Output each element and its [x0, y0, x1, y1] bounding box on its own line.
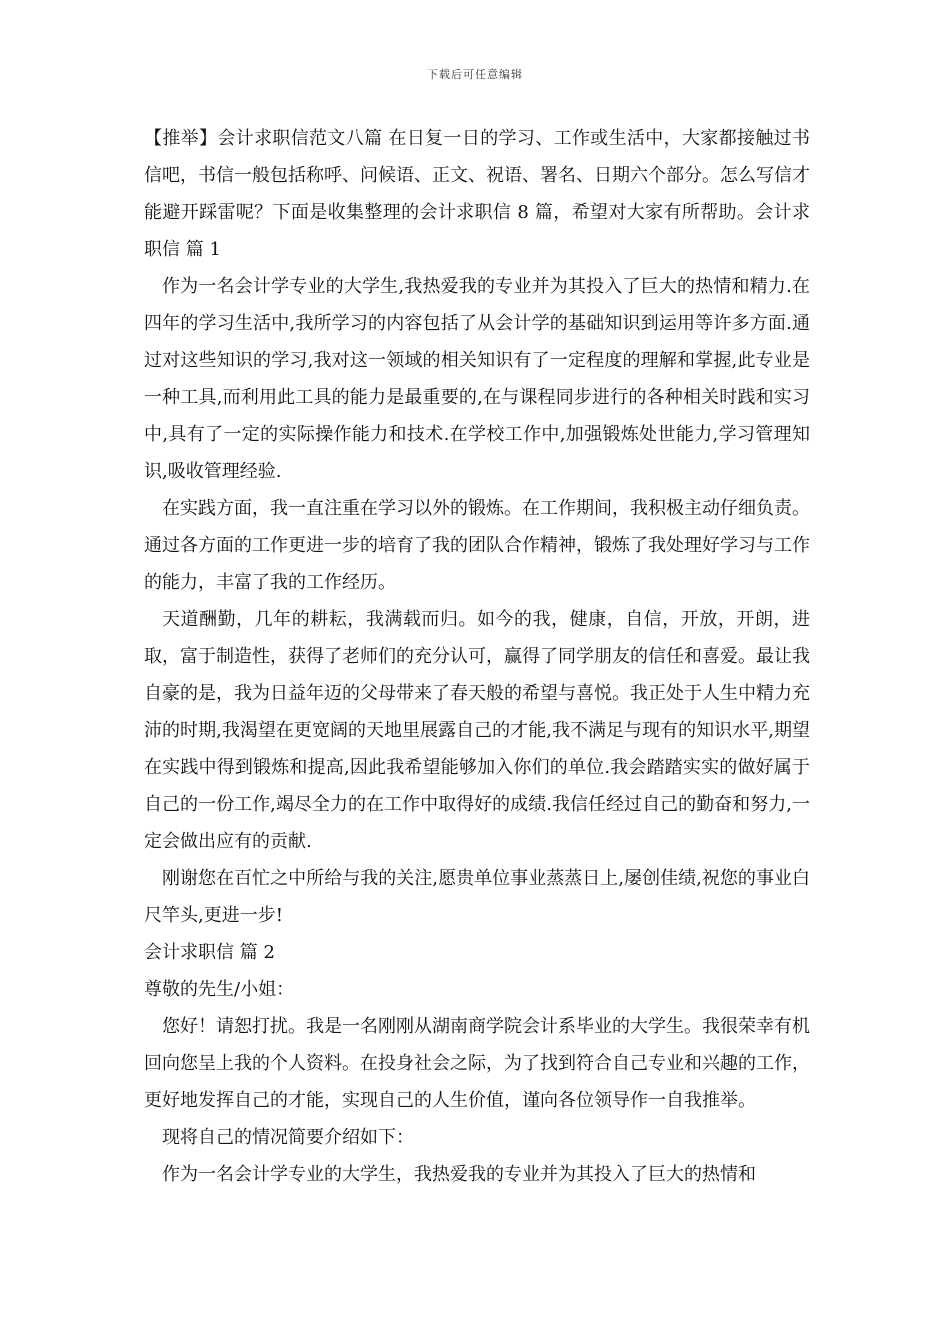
- paragraph-2: 在实践方面，我一直注重在学习以外的锻炼。在工作期间，我积极主动仔细负责。通过各方面的工作更进一步的培育了我的团队合作精神，锻炼了我处理好学习与工作的能力，丰富了我的工作经历。: [144, 498, 810, 593]
- paragraph-7: 作为一名会计学专业的大学生，我热爱我的专业并为其投入了巨大的热情和: [162, 1164, 756, 1185]
- document-body: [144, 120, 810, 1193]
- intro-paragraph: 【推举】会计求职信范文八篇 在日复一日的学习、工作或生活中，大家都接触过书信吧，书信一般包括称呼、问候语、正文、祝语、署名、日期六个部分。怎么写信才能避开踩雷呢？下面是收集整理的会计求职信 8 篇，希望对大家有所帮助。会计求职信 篇 1: [144, 128, 810, 260]
- paragraph-1: 作为一名会计学专业的大学生,我热爱我的专业并为其投入了巨大的热情和精力.在四年的学习生活中,我所学习的内容包括了从会计学的基础知识到运用等许多方面.通过对这些知识的学习,我对这一领域的相关知识有了一定程度的理解和掌握,此专业是一种工具,而利用此工具的能力是最重要的,在与课程同步进行的各种相关时践和实习中,具有了一定的实际操作能力和技术.在学校工作中,加强锻炼处世能力,学习管理知识,吸收管理经验.: [144, 276, 810, 482]
- paragraph-3: 天道酬勤，几年的耕耘，我满载而归。如今的我，健康，自信，开放，开朗，进取，富于制造性，获得了老师们的充分认可，赢得了同学朋友的信任和喜爱。最让我自豪的是，我为日益年迈的父母带来了春天般的希望与喜悦。我正处于人生中精力充沛的时期,我渴望在更宽阔的天地里展露自己的才能,我不满足与现有的知识水平,期望在实践中得到锻炼和提高,因此我希望能够加入你们的单位.我会踏踏实实的做好属于自己的一份工作,竭尽全力的在工作中取得好的成绩.我信任经过自己的勤奋和努力,一定会做出应有的贡献.: [144, 609, 810, 852]
- paragraph-4: 刚谢您在百忙之中所给与我的关注,愿贵单位事业蒸蒸日上,屡创佳绩,祝您的事业白尺竿头,更进一步!: [144, 868, 810, 926]
- page-header-note: 下载后可任意编辑: [427, 68, 523, 81]
- paragraph-6: 现将自己的情况简要介绍如下：: [162, 1127, 414, 1148]
- section-heading-2: 会计求职信 篇 2: [144, 942, 275, 963]
- salutation: 尊敬的先生/小姐：: [144, 979, 295, 1000]
- paragraph-5: 您好！请恕打扰。我是一名刚刚从湖南商学院会计系毕业的大学生。我很荣幸有机回向您呈上我的个人资料。在投身社会之际，为了找到符合自己专业和兴趣的工作，更好地发挥自己的才能，实现自己的人生价值，谨向各位领导作一自我推举。: [144, 1016, 810, 1111]
